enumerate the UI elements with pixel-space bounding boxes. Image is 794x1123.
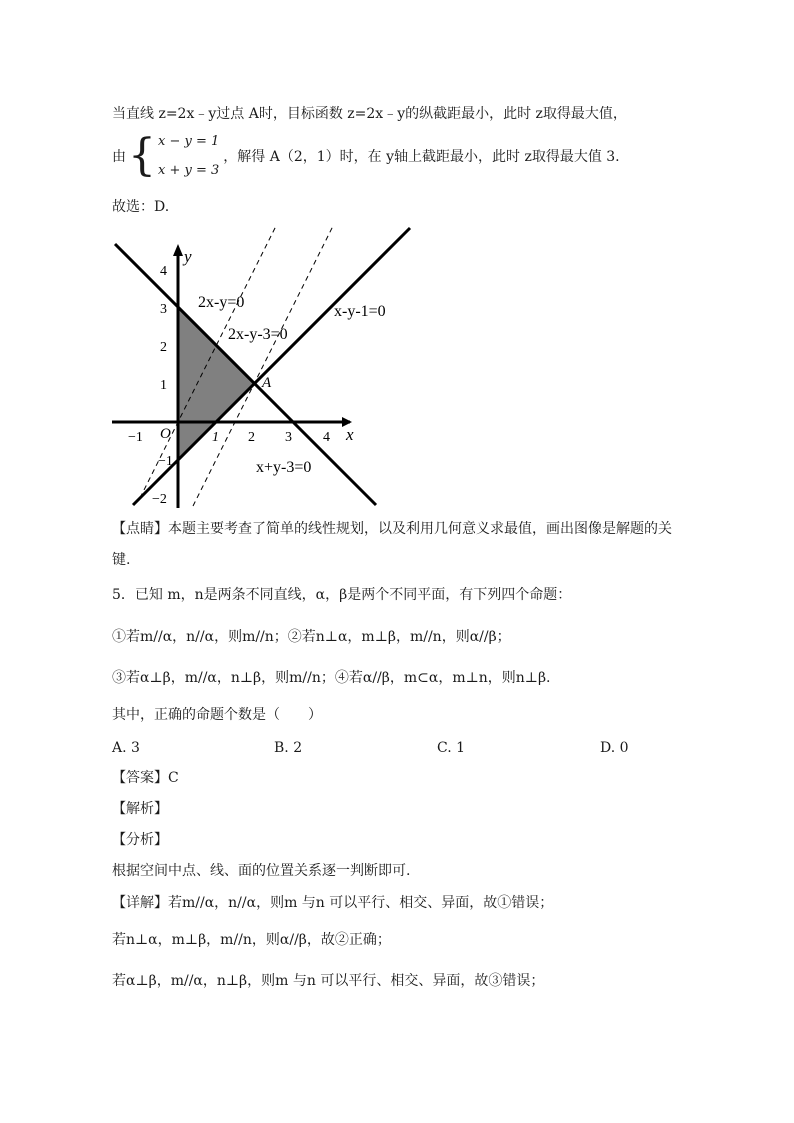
question-propositions-3-4: ③若α⊥β，m//α，n⊥β，则m//n；④若α//β，m⊂α，m⊥n，则n⊥β. — [112, 670, 551, 686]
equation-1: x − y = 1 — [158, 134, 220, 149]
analysis-label: 【解析】 — [112, 801, 168, 817]
y-axis-arrow-icon — [173, 244, 183, 256]
label-2x-y-3-0: 2x-y-3=0 — [228, 326, 288, 343]
y-tick-minus-2: −2 — [152, 492, 167, 507]
detail-line-2: 若n⊥α，m⊥β，m//n，则α//β，故②正确； — [112, 932, 391, 948]
y-tick-3: 3 — [160, 302, 167, 317]
y-tick-minus-1: −1 — [158, 454, 173, 469]
fenxi-label: 【分析】 — [112, 832, 168, 848]
equation-system — [112, 130, 620, 181]
x-tick-4: 4 — [323, 430, 330, 445]
y-tick-1: 1 — [160, 378, 167, 393]
system-equations — [158, 134, 219, 178]
system-solution-text: ，解得 A（2，1）时，在 y轴上截距最小，此时 z取得最大值 3. — [223, 149, 620, 165]
detail-line-3: 若α⊥β，m//α，n⊥β，则m 与n 可以平行、相交、异面，故③错误； — [112, 973, 545, 989]
tip-line-2: 键. — [112, 552, 131, 568]
system-prefix: 由 — [112, 149, 126, 165]
x-tick-2: 2 — [248, 430, 255, 445]
y-axis-label: y — [184, 247, 192, 266]
point-a-label: A — [262, 375, 272, 391]
option-d: D. 0 — [600, 740, 629, 756]
options-row — [112, 738, 672, 758]
option-a: A. 3 — [112, 740, 140, 756]
answer-label: 【答案】C — [112, 770, 179, 786]
line-x-plus-y-minus-3 — [115, 244, 376, 505]
label-2x-y-0: 2x-y=0 — [198, 294, 245, 311]
question-stem: 5．已知 m，n是两条不同直线，α，β是两个不同平面，有下列四个命题： — [112, 587, 572, 603]
option-c: C. 1 — [437, 740, 466, 756]
x-tick-minus-1: −1 — [128, 430, 143, 445]
detail-line-1: 【详解】若m//α，n//α，则m 与n 可以平行、相交、异面，故①错误； — [112, 895, 554, 911]
x-tick-1: 1 — [212, 430, 219, 445]
option-b: B. 2 — [274, 740, 303, 756]
question-ask: 其中，正确的命题个数是（ ） — [112, 707, 322, 723]
equation-2: x + y = 3 — [158, 163, 220, 178]
tip-line-1: 【点睛】本题主要考查了简单的线性规划，以及利用几何意义求最值，画出图像是解题的关 — [112, 521, 672, 537]
label-x-y-1-0: x-y-1=0 — [334, 303, 386, 320]
fenxi-text: 根据空间中点、线、面的位置关系逐一判断即可. — [112, 863, 411, 879]
label-x-y-3-0: x+y-3=0 — [256, 459, 312, 476]
paragraph-line-1: 当直线 z=2x﹣y过点 A时，目标函数 z=2x﹣y的纵截距最小，此时 z取得最大值， — [112, 106, 627, 122]
y-tick-4: 4 — [160, 264, 167, 279]
answer-choice-line: 故选：D. — [112, 199, 170, 215]
x-tick-3: 3 — [285, 430, 292, 445]
origin-label: O — [160, 426, 171, 442]
linear-programming-graph — [112, 226, 422, 510]
x-axis-label: x — [346, 425, 354, 444]
question-propositions-1-2: ①若m//α，n//α，则m//n；②若n⊥α，m⊥β，m//n，则α//β； — [112, 629, 511, 645]
left-brace-icon: { — [128, 130, 156, 181]
y-tick-2: 2 — [160, 340, 167, 355]
